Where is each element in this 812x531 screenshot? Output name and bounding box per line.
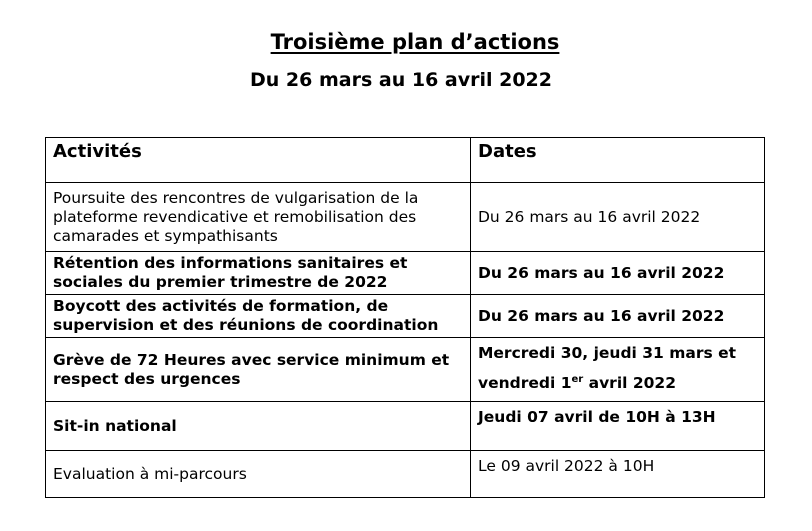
activity-cell: Sit-in national [46,402,471,451]
date-cell [471,338,765,402]
date-line-1: Mercredi 30, jeudi 31 mars et [478,344,737,362]
document-subtitle: Du 26 mars au 16 avril 2022 [250,69,552,91]
date-line-2-pre: vendredi 1 [478,374,572,392]
date-cell: Du 26 mars au 16 avril 2022 [471,252,765,295]
activity-cell: Evaluation à mi-parcours [46,451,471,498]
activity-cell: Rétention des informations sanitaires et sociales du premier trimestre de 2022 [46,252,471,295]
header-dates: Dates [471,138,765,183]
action-plan-table [45,137,765,498]
table-row [46,402,765,451]
table-row [46,295,765,338]
date-cell: Du 26 mars au 16 avril 2022 [471,295,765,338]
date-superscript: er [571,373,584,385]
activity-cell: Poursuite des rencontres de vulgarisation de la plateforme revendicative et remobilisation des camarades et sympathisants [46,183,471,252]
date-cell: Jeudi 07 avril de 10H à 13H [471,402,765,451]
table-row [46,183,765,252]
activity-cell: Boycott des activités de formation, de supervision et des réunions de coordination [46,295,471,338]
table-row [46,252,765,295]
table-header-row [46,138,765,183]
table-row [46,338,765,402]
document-title: Troisième plan d’actions [270,30,560,54]
date-line-2-post: avril 2022 [583,374,676,392]
date-cell: Du 26 mars au 16 avril 2022 [471,183,765,252]
date-cell: Le 09 avril 2022 à 10H [471,451,765,498]
header-activities: Activités [46,138,471,183]
activity-cell: Grève de 72 Heures avec service minimum et respect des urgences [46,338,471,402]
table-row [46,451,765,498]
